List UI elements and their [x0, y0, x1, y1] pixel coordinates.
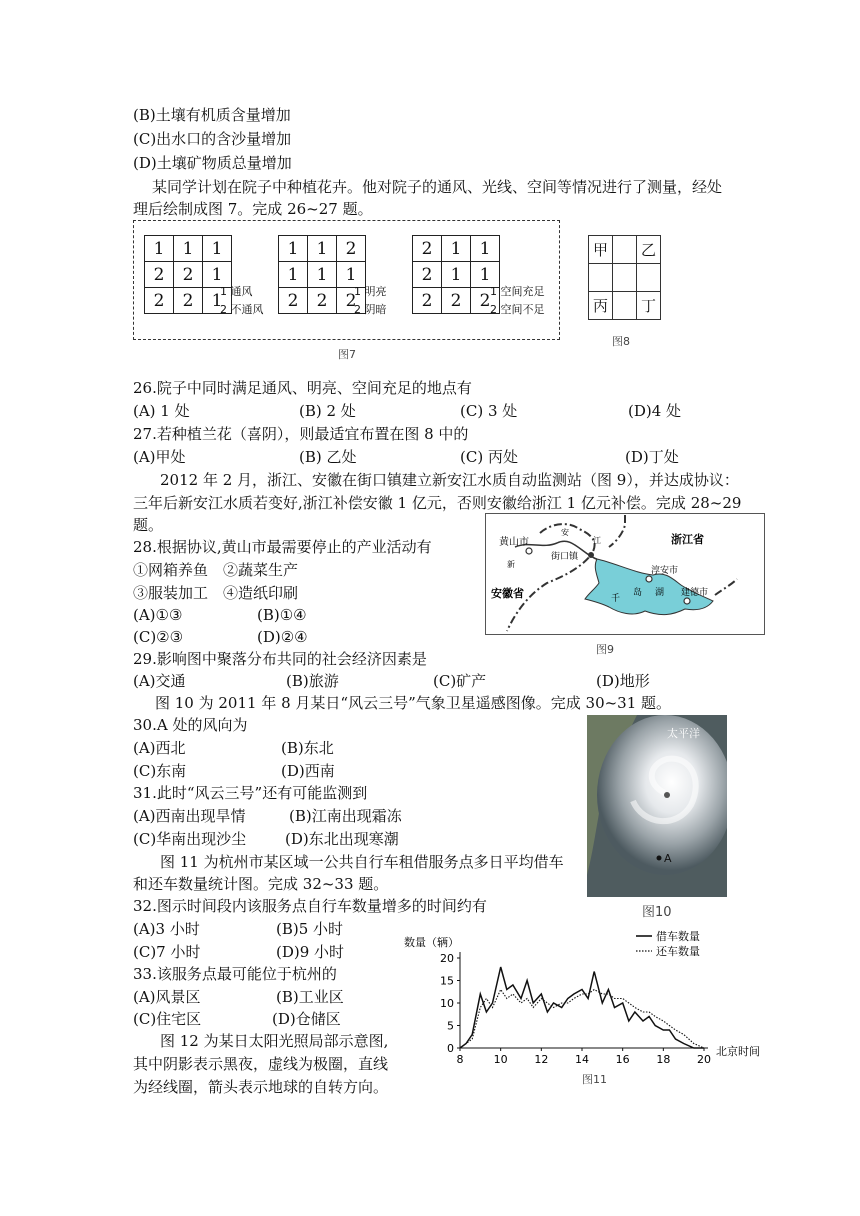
- grid-cell: 2: [413, 288, 442, 314]
- q28-statements-2: ③服装加工 ④造纸印刷: [133, 584, 299, 602]
- fig7-legend-ventilation: 1 通风 2 不通风: [220, 285, 264, 316]
- option-33-d: (D)仓储区: [272, 1010, 341, 1028]
- option-27-a: (A)甲处: [133, 448, 186, 466]
- grid-cell: 2: [413, 262, 442, 288]
- option-31-b: (B)江南出现霜冻: [289, 807, 402, 825]
- intro-28-cont: 三年后新安江水质若变好,浙江补偿安徽 1 亿元，否则安徽给浙江 1 亿元补偿。完成 28~29: [133, 494, 742, 512]
- option-27-c: (C) 丙处: [460, 448, 518, 466]
- legend-series-1: 还车数量: [656, 945, 700, 958]
- option-30-a: (A)西北: [133, 739, 186, 757]
- intro-34: 图 12 为某日太阳光照局部示意图,: [160, 1032, 389, 1050]
- grid-cell: 1: [203, 236, 232, 262]
- label-anhui: 安徽省: [491, 587, 524, 600]
- grid-cell: 2: [174, 288, 203, 314]
- option-25-c: (C)出水口的含沙量增加: [133, 130, 292, 148]
- grid-cell: [637, 264, 661, 292]
- fig7-legend-space: 1 空间充足 2 空间不足: [490, 285, 545, 316]
- y-tick-label: 10: [440, 997, 454, 1010]
- intro-26-cont: 理后绘制成图 7。完成 26~27 题。: [133, 200, 373, 218]
- question-27: 27.若种植兰花（喜阴），则最适宜布置在图 8 中的: [133, 425, 469, 443]
- option-27-b: (B) 乙处: [299, 448, 357, 466]
- option-30-c: (C)东南: [133, 762, 187, 780]
- grid-cell: [613, 292, 637, 320]
- jiekou-dot: [588, 552, 594, 558]
- intro-32: 图 11 为杭州市某区域一公共自行车租借服务点多日平均借车: [160, 853, 564, 871]
- grid-cell: 2: [337, 236, 366, 262]
- grid-cell: 2: [442, 288, 471, 314]
- chart-ylabel: 数量（辆）: [404, 936, 459, 949]
- option-26-d: (D)4 处: [628, 402, 682, 420]
- option-27-d: (D)丁处: [625, 448, 679, 466]
- grid-cell: 1: [308, 236, 337, 262]
- intro-34-cont: 其中阴影表示黑夜，虚线为极圈，直线: [133, 1055, 389, 1073]
- fig7-legend-light: 1 明亮 2 阴暗: [354, 285, 387, 316]
- grid-cell: 1: [442, 236, 471, 262]
- fig8-caption: 图8: [612, 335, 630, 348]
- grid-cell: 乙: [637, 236, 661, 264]
- option-33-c: (C)住宅区: [133, 1010, 202, 1028]
- intro-32-cont: 和还车数量统计图。完成 32~33 题。: [133, 875, 389, 893]
- option-25-b: (B)土壤有机质含量增加: [133, 106, 291, 124]
- grid-cell: 1: [279, 236, 308, 262]
- option-32-d: (D)9 小时: [276, 943, 345, 961]
- option-30-d: (D)西南: [281, 762, 335, 780]
- x-tick-label: 14: [575, 1053, 589, 1066]
- option-25-d: (D)土壤矿物质总量增加: [133, 154, 292, 172]
- option-26-b: (B) 2 处: [299, 402, 356, 420]
- option-31-c: (C)华南出现沙尘: [133, 830, 247, 848]
- question-28: 28.根据协议,黄山市最需要停止的产业活动有: [133, 538, 432, 556]
- grid-cell: 1: [145, 236, 174, 262]
- grid-cell: 2: [471, 288, 500, 314]
- question-31: 31.此时“风云三号”还有可能监测到: [133, 784, 368, 802]
- label-qian: 千: [611, 594, 621, 604]
- grid-cell: 1: [471, 262, 500, 288]
- grid-cell: 1: [174, 236, 203, 262]
- grid-cell: 2: [337, 288, 366, 314]
- x-tick-label: 10: [493, 1053, 508, 1066]
- legend-series-0: 借车数量: [656, 930, 700, 943]
- grid-cell: 丙: [589, 292, 613, 320]
- y-tick-label: 0: [447, 1042, 454, 1055]
- option-28-a: (A)①③: [133, 606, 183, 624]
- grid-cell: 2: [174, 262, 203, 288]
- label-point-a: A: [664, 852, 672, 865]
- grid-cell: 1: [337, 262, 366, 288]
- option-33-b: (B)工业区: [276, 988, 344, 1006]
- option-31-d: (D)东北出现寒潮: [285, 830, 399, 848]
- option-30-b: (B)东北: [281, 739, 334, 757]
- label-huangshan: 黄山市: [499, 537, 529, 548]
- grid-cell: [589, 264, 613, 292]
- option-28-d: (D)②④: [257, 628, 308, 646]
- option-32-b: (B)5 小时: [276, 920, 344, 938]
- option-29-d: (D)地形: [596, 672, 650, 690]
- label-hu: 湖: [655, 588, 665, 598]
- question-29: 29.影响图中聚落分布共同的社会经济因素是: [133, 650, 427, 668]
- grid-cell: 2: [145, 262, 174, 288]
- point-a-dot: [657, 856, 662, 861]
- grid-cell: [613, 236, 637, 264]
- x-tick-label: 20: [697, 1053, 711, 1066]
- grid-cell: [613, 264, 637, 292]
- option-31-a: (A)西南出现旱情: [133, 807, 246, 825]
- x-tick-label: 12: [534, 1053, 549, 1066]
- grid-cell: 1: [442, 262, 471, 288]
- grid-cell: 甲: [589, 236, 613, 264]
- chart-xlabel: 北京时间: [716, 1045, 760, 1058]
- grid-cell: 1: [308, 262, 337, 288]
- jiande-dot: [684, 598, 690, 604]
- y-tick-label: 20: [440, 952, 454, 965]
- question-30: 30.A 处的风向为: [133, 716, 248, 734]
- intro-30: 图 10 为 2011 年 8 月某日“风云三号”气象卫星遥感图像。完成 30~31 题。: [155, 694, 672, 712]
- label-zhejiang: 浙江省: [671, 533, 704, 546]
- series-line-0: [460, 967, 704, 1048]
- question-32: 32.图示时间段内该服务点自行车数量增多的时间约有: [133, 897, 487, 915]
- option-29-c: (C)矿产: [433, 672, 487, 690]
- label-chunan: 淳安市: [651, 566, 679, 576]
- grid-cell: 1: [279, 262, 308, 288]
- y-tick-label: 15: [440, 974, 454, 988]
- grid-cell: 1: [203, 288, 232, 314]
- grid-cell: 2: [279, 288, 308, 314]
- fig9-caption: 图9: [596, 643, 614, 656]
- question-33: 33.该服务点最可能位于杭州的: [133, 965, 337, 983]
- label-xin: 新: [507, 560, 515, 569]
- label-an: 安: [561, 528, 569, 537]
- grid-cell: 2: [145, 288, 174, 314]
- fig7-grid-space: [412, 235, 500, 314]
- fig7-grid-light: [278, 235, 366, 314]
- option-29-a: (A)交通: [133, 672, 186, 690]
- fig10-caption: 图10: [642, 905, 672, 920]
- q28-statements-1: ①网箱养鱼 ②蔬菜生产: [133, 561, 299, 579]
- option-26-a: (A) 1 处: [133, 402, 190, 420]
- figure-7: [133, 220, 560, 340]
- option-29-b: (B)旅游: [286, 672, 339, 690]
- label-jiande: 建德市: [681, 588, 709, 598]
- option-26-c: (C) 3 处: [460, 402, 518, 420]
- grid-cell: 2: [308, 288, 337, 314]
- option-32-c: (C)7 小时: [133, 943, 201, 961]
- fig11-caption: 图11: [582, 1073, 607, 1086]
- fig7-caption: 图7: [338, 348, 356, 361]
- option-28-c: (C)②③: [133, 628, 184, 646]
- option-32-a: (A)3 小时: [133, 920, 200, 938]
- y-tick-label: 5: [447, 1019, 454, 1033]
- intro-34-end: 为经线圈，箭头表示地球的自转方向。: [133, 1078, 389, 1096]
- series-line-1: [460, 990, 704, 1049]
- x-tick-label: 8: [456, 1053, 464, 1066]
- option-33-a: (A)风景区: [133, 988, 201, 1006]
- figure-9-map: [485, 513, 765, 635]
- intro-28: 2012 年 2 月，浙江、安徽在街口镇建立新安江水质自动监测站（图 9），并达成协议：: [160, 471, 739, 489]
- option-28-b: (B)①④: [257, 606, 307, 624]
- cloud-mass: [597, 715, 727, 875]
- label-pacific: 太平洋: [667, 727, 700, 740]
- chunan-dot: [646, 576, 652, 582]
- label-jiekou: 街口镇: [551, 552, 579, 562]
- x-tick-label: 16: [615, 1053, 630, 1066]
- figure-11-chart: [398, 924, 770, 1090]
- huangshan-dot: [526, 548, 532, 554]
- figure-10-satellite: [587, 715, 727, 897]
- grid-cell: 2: [413, 236, 442, 262]
- label-jiang: 江: [593, 536, 601, 545]
- grid-cell: 1: [203, 262, 232, 288]
- x-tick-label: 18: [656, 1053, 671, 1066]
- intro-26: 某同学计划在院子中种植花卉。他对院子的通风、光线、空间等情况进行了测量，经处: [152, 178, 723, 196]
- question-26: 26.院子中同时满足通风、明亮、空间充足的地点有: [133, 379, 472, 397]
- figure-8: [588, 235, 661, 320]
- intro-28-end: 题。: [133, 516, 164, 534]
- label-dao: 岛: [633, 588, 643, 598]
- grid-cell: 1: [471, 236, 500, 262]
- typhoon-eye: [664, 792, 670, 798]
- fig7-grid-ventilation: [144, 235, 232, 314]
- grid-cell: 丁: [637, 292, 661, 320]
